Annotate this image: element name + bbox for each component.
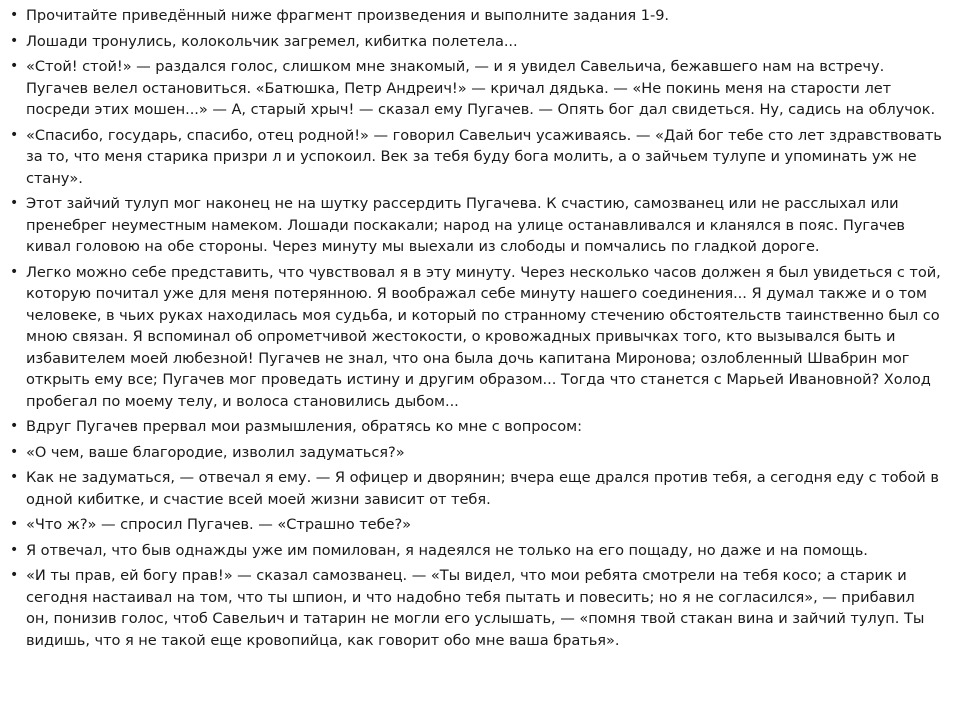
paragraph-item xyxy=(8,467,942,510)
bullet-icon: • xyxy=(10,469,19,485)
paragraph-item xyxy=(8,125,942,190)
paragraph-item xyxy=(8,193,942,258)
paragraph-text: Прочитайте приведённый ниже фрагмент произведения и выполните задания 1-9. xyxy=(26,7,670,24)
paragraph-text: Вдруг Пугачев прервал мои размышления, обратясь ко мне с вопросом: xyxy=(26,418,582,435)
paragraph-text: «Спасибо, государь, спасибо, отец родной!» — говорил Савельич усаживаясь. — «Дай бог тебе сто лет здравствовать за то, что меня старика призри л и успокоил. Век за тебя буду бога молить, а о зайчьем тулупе и упоминать уж не стану». xyxy=(26,126,942,187)
paragraph-item xyxy=(8,442,942,464)
bullet-icon: • xyxy=(10,516,19,532)
paragraph-list xyxy=(8,5,942,651)
paragraph-text: «Что ж?» — спросил Пугачев. — «Страшно тебе?» xyxy=(26,516,412,533)
bullet-icon: • xyxy=(10,195,19,211)
bullet-icon: • xyxy=(10,32,19,49)
paragraph-item xyxy=(8,56,942,121)
paragraph-item xyxy=(8,514,942,536)
bullet-icon: • xyxy=(10,567,19,583)
paragraph-text: «И ты прав, ей богу прав!» — сказал самозванец. — «Ты видел, что мои ребята смотрели на тебя косо; а старик и сегодня настаивал на том, что ты шпион, и что надобно тебя пытать и повесить; но я не согласился», — прибавил он, понизив голос, чтоб Савельич и татарин не могли его услышать, — «помня твой стакан вина и зайчий тулуп. Ты видишь, что я не такой еще кровопийца, как говорит обо мне ваша братья». xyxy=(26,567,925,649)
paragraph-text: Легко можно себе представить, что чувствовал я в эту минуту. Через несколько часов должен я был увидеться с той, которую почитал уже для меня потерянною. Я воображал себе минуту нашего соединения... Я думал также и о том человеке, в чьих руках находилась моя судьба, и который по странному стечению обстоятельств таинственно был со мною связан. Я вспоминал об опрометчивой жестокости, о кровожадных привычках того, кто вызывался быть и избавителем моей любезной! Пугачев не знал, что она была дочь капитана Миронова; озлобленный Швабрин мог открыть ему все; Пугачев мог проведать истину и другим образом... Тогда что станется с Марьей Ивановной? Холод пробегал по моему телу, и волоса становились дыбом... xyxy=(26,263,941,410)
bullet-icon: • xyxy=(10,418,19,434)
paragraph-text: Лошади тронулись, колокольчик загремел, кибитка полетела... xyxy=(26,32,518,50)
paragraph-item xyxy=(8,540,942,562)
paragraph-item xyxy=(8,565,942,651)
paragraph-text: «Стой! стой!» — раздался голос, слишком мне знакомый, — и я увидел Савельича, бежавшего нам на встречу. Пугачев велел остановиться. «Батюшка, Петр Андреич!» — кричал дядька. — «Не покинь меня на старости лет посреди этих мошен...» — А, старый хрыч! — сказал ему Пугачев. — Опять бог дал свидеться. Ну, садись на облучок. xyxy=(26,58,936,118)
paragraph-text: Я отвечал, что быв однажды уже им помилован, я надеялся не только на его пощаду, но даже и на помощь. xyxy=(26,541,868,559)
bullet-icon: • xyxy=(10,263,19,280)
bullet-icon: • xyxy=(10,126,19,143)
bullet-icon: • xyxy=(10,443,19,460)
paragraph-text: Этот зайчий тулуп мог наконец не на шутку рассердить Пугачева. К счастию, самозванец или не расслыхал или пренебрег неуместным намеком. Лошади поскакали; народ на улице останавливался и кланялся в пояс. Пугачев кивал головою на обе стороны. Через минуту мы выехали из слободы и помчались по гладкой дороге. xyxy=(26,195,905,255)
bullet-icon: • xyxy=(10,58,19,74)
paragraph-item xyxy=(8,262,942,413)
paragraph-item xyxy=(8,31,942,53)
paragraph-item xyxy=(8,416,942,438)
bullet-icon: • xyxy=(10,541,19,558)
paragraph-item xyxy=(8,5,942,27)
bullet-icon: • xyxy=(10,7,19,23)
paragraph-text: Как не задуматься, — отвечал я ему. — Я офицер и дворянин; вчера еще дрался против тебя, а сегодня еду с тобой в одной кибитке, и счастие всей моей жизни зависит от тебя. xyxy=(26,469,939,508)
paragraph-text: «О чем, ваше благородие, изволил задуматься?» xyxy=(26,443,405,461)
